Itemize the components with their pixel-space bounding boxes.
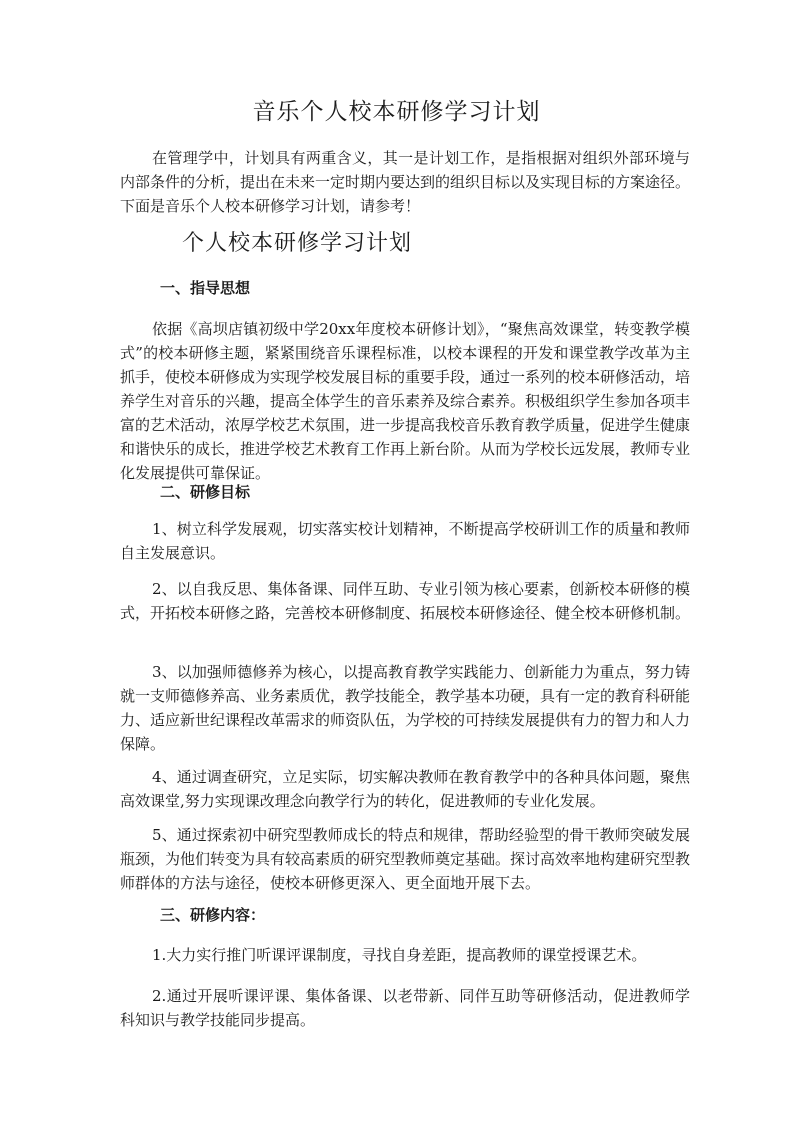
section-heading-guiding-ideology: 一、指导思想 <box>160 279 251 297</box>
plan-subtitle: 个人校本研修学习计划 <box>182 231 413 256</box>
goal-item-2: 2、以自我反思、集体备课、同伴互助、专业引领为核心要素，创新校本研修的模式，开拓校本研修之路，完善校本研修制度、拓展校本研修途径、健全校本研修机制。 <box>120 580 691 622</box>
goal-item-3: 3、以加强师德修养为核心，以提高教育教学实践能力、创新能力为重点，努力铸就一支师德修养高、业务素质优，教学技能全，教学基本功硬，具有一定的教育科研能力、适应新世纪课程改革需求的师资队伍，为学校的可持续发展提供有力的智力和人力保障。 <box>120 663 691 753</box>
goal-item-4: 4、通过调查研究，立足实际，切实解决教师在教育教学中的各种具体问题，聚焦高效课堂,努力实现课改理念向教学行为的转化，促进教师的专业化发展。 <box>120 768 690 810</box>
content-item-2: 2.通过开展听课评课、集体备课、以老带新、同伴互助等研修活动，促进教师学科知识与教学技能同步提高。 <box>120 987 690 1029</box>
document-title: 音乐个人校本研修学习计划 <box>252 99 541 125</box>
section-heading-goals: 二、研修目标 <box>160 483 251 501</box>
content-item-1: 1.大力实行推门听课评课制度，寻找自身差距，提高教师的课堂授课艺术。 <box>152 946 647 964</box>
goal-item-5: 5、通过探索初中研究型教师成长的特点和规律，帮助经验型的骨干教师突破发展瓶颈，为他们转变为具有较高素质的研究型教师奠定基础。探讨高效率地构建研究型教师群体的方法与途径，使校本研修更深入、更全面地开展下去。 <box>120 826 691 892</box>
section-heading-content: 三、研修内容： <box>160 906 266 924</box>
intro-paragraph: 在管理学中，计划具有两重含义，其一是计划工作，是指根据对组织外部环境与内部条件的分析，提出在未来一定时期内要达到的组织目标以及实现目标的方案途径。下面是音乐个人校本研修学习计划，请参考！ <box>120 149 691 215</box>
goal-item-1: 1、树立科学发展观，切实落实校计划精神，不断提高学校研训工作的质量和教师自主发展意识。 <box>120 520 690 562</box>
section-body-guiding-ideology: 依据《高坝店镇初级中学20xx年度校本研修计划》，“聚焦高效课堂，转变教学模式”的校本研修主题，紧紧围绕音乐课程标准，以校本课程的开发和课堂教学改革为主抓手，使校本研修成为实现学校发展目标的重要手段，通过一系列的校本研修活动，培养学生对音乐的兴趣，提高全体学生的音乐素养及综合素养。积极组织学生参加各项丰富的艺术活动，浓厚学校艺术氛围，进一步提高我校音乐教育教学质量，促进学生健康和谐快乐的成长，推进学校艺术教育工作再上新台阶。从而为学校长远发展，教师专业化发展提供可靠保证。 <box>120 320 691 482</box>
